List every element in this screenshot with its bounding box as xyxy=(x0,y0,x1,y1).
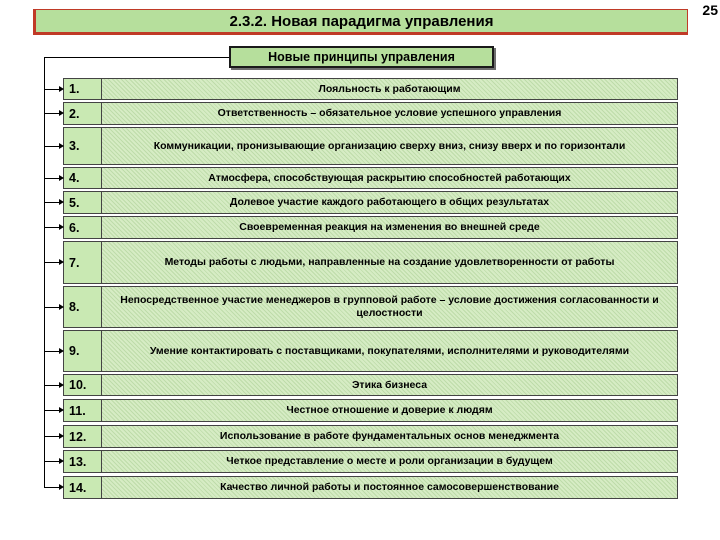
item-text: Своевременная реакция на изменения во внешней среде xyxy=(101,216,678,239)
item-text: Долевое участие каждого работающего в общих результатах xyxy=(101,191,678,214)
item-text: Непосредственное участие менеджеров в групповой работе – условие достижения согласованности и целостности xyxy=(101,286,678,328)
item-text: Качество личной работы и постоянное самосовершенствование xyxy=(101,476,678,499)
item-number: 2. xyxy=(63,102,101,125)
arrow-icon xyxy=(44,178,60,179)
arrow-icon xyxy=(44,146,60,147)
list-item xyxy=(63,476,678,499)
item-number: 1. xyxy=(63,78,101,100)
list-item xyxy=(63,102,678,125)
list-item xyxy=(63,216,678,239)
arrow-icon xyxy=(44,351,60,352)
arrow-icon xyxy=(44,113,60,114)
arrow-icon xyxy=(44,461,60,462)
item-number: 5. xyxy=(63,191,101,214)
item-number: 12. xyxy=(63,425,101,448)
item-text: Этика бизнеса xyxy=(101,374,678,396)
list-item xyxy=(63,241,678,284)
item-text: Честное отношение и доверие к людям xyxy=(101,399,678,422)
list-item xyxy=(63,191,678,214)
item-number: 3. xyxy=(63,127,101,165)
arrow-icon xyxy=(44,307,60,308)
arrow-icon xyxy=(44,202,60,203)
connector-horizontal-top xyxy=(44,57,229,58)
item-number: 7. xyxy=(63,241,101,284)
item-text: Методы работы с людьми, направленные на создание удовлетворенности от работы xyxy=(101,241,678,284)
list-item xyxy=(63,450,678,473)
item-text: Коммуникации, пронизывающие организацию сверху вниз, снизу вверх и по горизонтали xyxy=(101,127,678,165)
list-item xyxy=(63,286,678,328)
item-text: Четкое представление о месте и роли организации в будущем xyxy=(101,450,678,473)
item-number: 9. xyxy=(63,330,101,372)
connector-vertical xyxy=(44,57,45,488)
list-item xyxy=(63,425,678,448)
item-number: 14. xyxy=(63,476,101,499)
item-text: Ответственность – обязательное условие успешного управления xyxy=(101,102,678,125)
list-item xyxy=(63,167,678,189)
arrow-icon xyxy=(44,410,60,411)
list-item xyxy=(63,374,678,396)
item-number: 8. xyxy=(63,286,101,328)
item-text: Использование в работе фундаментальных основ менеджмента xyxy=(101,425,678,448)
arrow-icon xyxy=(44,227,60,228)
slide-title xyxy=(33,9,688,35)
item-number: 13. xyxy=(63,450,101,473)
item-number: 11. xyxy=(63,399,101,422)
item-number: 4. xyxy=(63,167,101,189)
slide-title-text: 2.3.2. Новая парадигма управления xyxy=(229,12,494,30)
item-number: 6. xyxy=(63,216,101,239)
item-text: Лояльность к работающим xyxy=(101,78,678,100)
arrow-icon xyxy=(44,262,60,263)
item-text: Атмосфера, способствующая раскрытию способностей работающих xyxy=(101,167,678,189)
list-item xyxy=(63,127,678,165)
list-item xyxy=(63,78,678,100)
arrow-icon xyxy=(44,385,60,386)
list-item xyxy=(63,399,678,422)
subtitle-text: Новые принципы управления xyxy=(268,50,455,64)
arrow-icon xyxy=(44,436,60,437)
subtitle-box xyxy=(229,46,494,68)
item-number: 10. xyxy=(63,374,101,396)
arrow-icon xyxy=(44,89,60,90)
list-item xyxy=(63,330,678,372)
arrow-icon xyxy=(44,487,60,488)
page-number: 25 xyxy=(702,2,718,18)
item-text: Умение контактировать с поставщиками, покупателями, исполнителями и руководителями xyxy=(101,330,678,372)
